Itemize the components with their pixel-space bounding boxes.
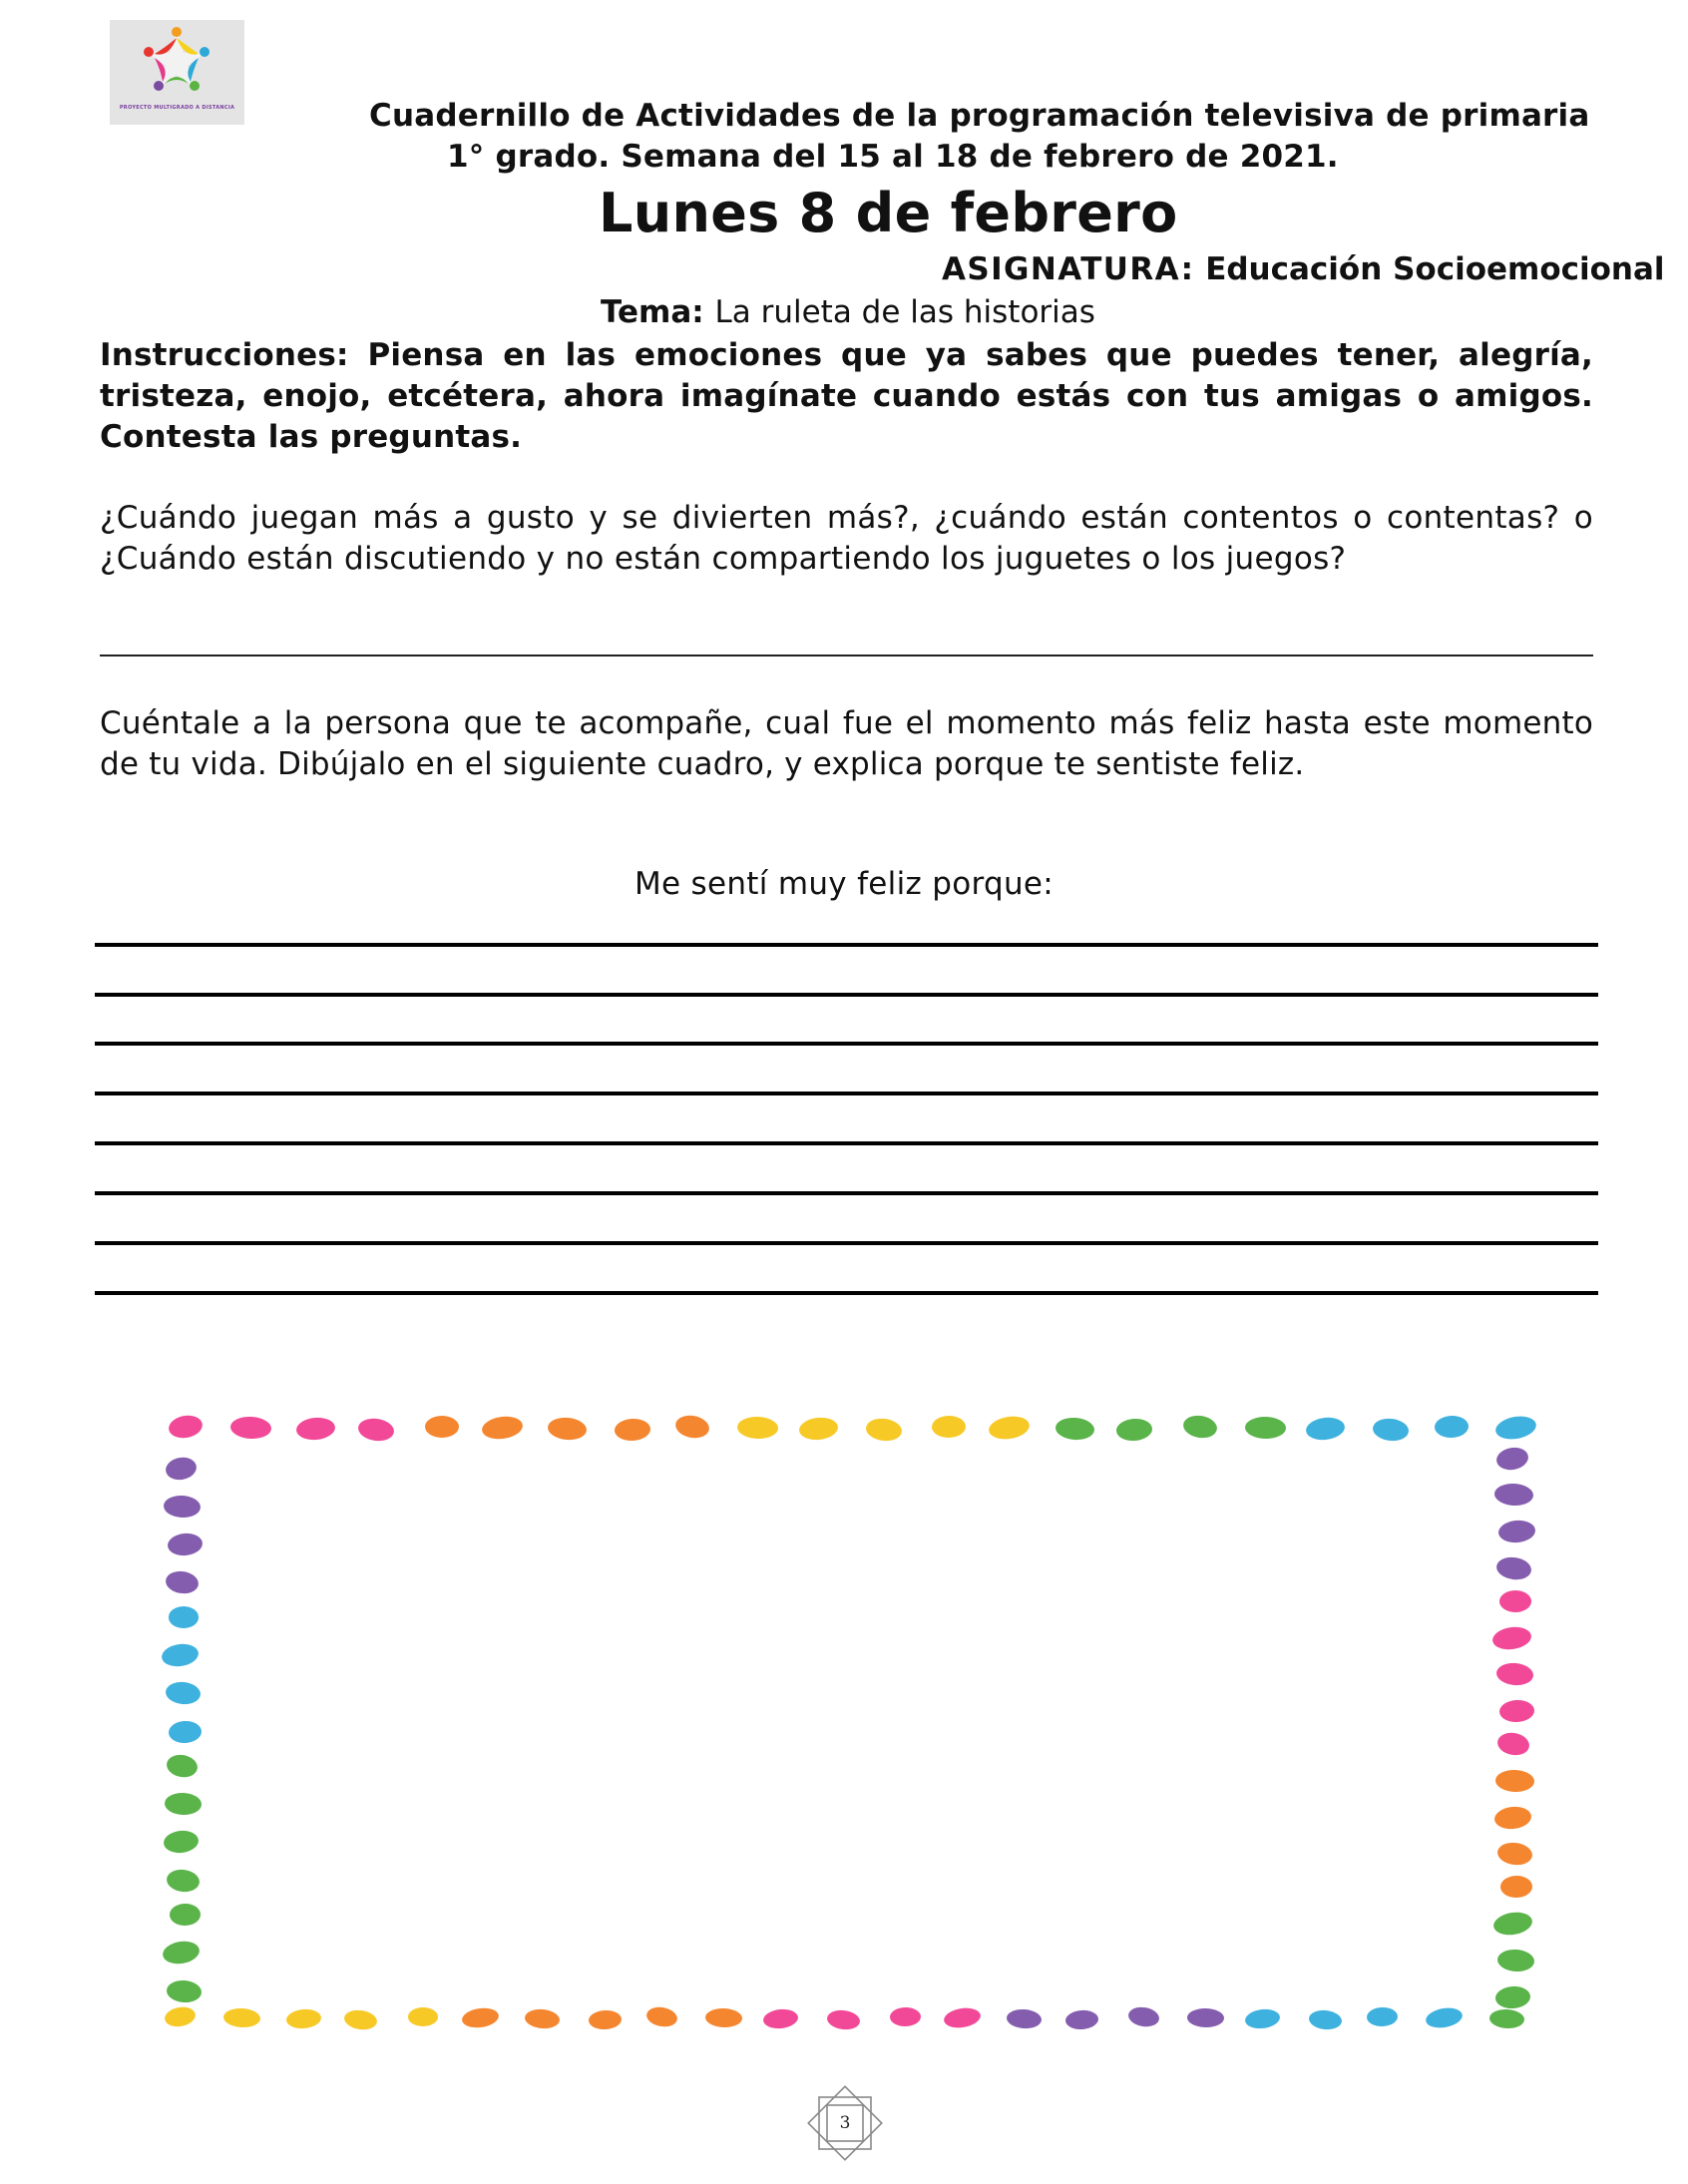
- frame-dot: [168, 1720, 202, 1744]
- frame-dot: [890, 2007, 921, 2027]
- instructions: Instrucciones: Piensa en las emociones que ya sabes que puedes tener, alegría, tristeza, enojo, etcétera, ahora imagínate cuando estás con tus amigas o amigos. Contesta las preguntas.: [100, 337, 1593, 455]
- logo-text: PROYECTO MULTIGRADO A DISTANCIA: [119, 105, 235, 111]
- frame-dot: [1308, 2008, 1343, 2030]
- header-line-2: 1° grado. Semana del 15 al 18 de febrero de 2021.: [447, 139, 1339, 175]
- frame-dot: [864, 1416, 903, 1442]
- frame-dot: [169, 1904, 200, 1927]
- frame-dot: [1491, 1624, 1533, 1651]
- frame-dot: [1493, 1805, 1532, 1831]
- frame-dot: [988, 1413, 1032, 1441]
- frame-dot: [737, 1416, 779, 1439]
- frame-dot: [1496, 1948, 1534, 1972]
- frame-dot: [943, 2005, 983, 2030]
- star-people-logo-icon: [110, 20, 244, 100]
- frame-dot: [932, 1415, 966, 1438]
- frame-dot: [1434, 1415, 1469, 1438]
- frame-dot: [164, 1569, 199, 1595]
- happy-label: Me sentí muy feliz porque:: [633, 866, 1055, 902]
- frame-dot: [169, 1606, 200, 1628]
- writing-line[interactable]: [95, 943, 1598, 947]
- frame-dot: [1187, 2008, 1224, 2028]
- frame-dot: [229, 1415, 271, 1439]
- drawing-area[interactable]: [210, 1452, 1496, 1990]
- subject-value: Educación Socioemocional: [1205, 251, 1665, 287]
- frame-dot: [1007, 2008, 1043, 2029]
- frame-dot: [425, 1416, 459, 1438]
- frame-dot: [826, 2008, 861, 2031]
- frame-dot: [1494, 1483, 1534, 1507]
- frame-dot: [1492, 1910, 1534, 1938]
- frame-dot: [164, 1455, 198, 1482]
- frame-dot: [705, 2007, 743, 2027]
- frame-dot: [1115, 1417, 1153, 1441]
- subject-line: [942, 251, 1665, 287]
- writing-line[interactable]: [95, 1241, 1598, 1245]
- frame-dot: [1425, 2005, 1465, 2030]
- frame-dot: [1497, 1520, 1536, 1544]
- subject-label: ASIGNATURA:: [942, 251, 1195, 287]
- frame-dot: [798, 1416, 839, 1442]
- frame-dot: [674, 1413, 711, 1441]
- day-title: Lunes 8 de febrero: [599, 182, 1178, 244]
- writing-line[interactable]: [95, 1191, 1598, 1195]
- frame-dot: [1495, 1841, 1532, 1867]
- frame-dot: [165, 1752, 199, 1779]
- frame-dot: [166, 1978, 202, 2002]
- frame-dot: [343, 2008, 378, 2031]
- frame-dot: [165, 1792, 203, 1815]
- writing-line[interactable]: [95, 993, 1598, 997]
- frame-dot: [285, 2008, 321, 2030]
- frame-dot: [162, 1830, 199, 1856]
- page-number: 3: [839, 2113, 851, 2133]
- question: ¿Cuándo juegan más a gusto y se divierten más?, ¿cuándo están contentos o contentas? o ¿Cuándo están discutiendo y no están compartiendo los juguetes o los juegos?: [100, 500, 1593, 577]
- topic-label: Tema:: [601, 294, 704, 330]
- frame-dot: [524, 2008, 560, 2030]
- frame-dot: [1488, 2008, 1524, 2029]
- frame-dot: [1498, 1699, 1534, 1723]
- topic-value: La ruleta de las historias: [714, 294, 1095, 330]
- frame-dot: [762, 2007, 799, 2030]
- frame-dot: [165, 1681, 202, 1706]
- topic-line: [601, 294, 1095, 330]
- frame-dot: [408, 2007, 439, 2026]
- frame-dot: [1499, 1590, 1531, 1612]
- frame-dot: [1305, 1415, 1346, 1442]
- frame-dot: [1064, 2009, 1098, 2030]
- frame-dot: [296, 1416, 337, 1441]
- frame-dot: [357, 1416, 396, 1443]
- frame-dot: [588, 2009, 622, 2030]
- frame-dot: [162, 1939, 202, 1966]
- frame-dot: [1244, 2007, 1281, 2030]
- writing-line[interactable]: [95, 1042, 1598, 1046]
- writing-line[interactable]: [95, 1291, 1598, 1295]
- page-badge: [805, 2083, 885, 2163]
- frame-dot: [165, 1868, 200, 1894]
- frame-dot: [1494, 1984, 1530, 2008]
- frame-dot: [1244, 1416, 1286, 1439]
- frame-dot: [547, 1416, 588, 1441]
- frame-dot: [644, 2004, 677, 2028]
- frame-dot: [1181, 1413, 1218, 1440]
- frame-dot: [1367, 2006, 1398, 2026]
- frame-dot: [1495, 1730, 1531, 1757]
- frame-dot: [1372, 1417, 1410, 1443]
- frame-dot: [1494, 1413, 1538, 1442]
- frame-dot: [163, 2004, 196, 2028]
- frame-dot: [480, 1414, 524, 1442]
- drawing-prompt: Cuéntale a la persona que te acompañe, cual fue el momento más feliz hasta este momento de tu vida. Dibújalo en el siguiente cuadro, y explica porque te sentiste feliz.: [100, 705, 1593, 782]
- frame-dot: [167, 1532, 204, 1557]
- frame-dot: [164, 1495, 202, 1519]
- frame-dot: [1494, 1445, 1530, 1472]
- frame-dot: [1495, 1662, 1534, 1687]
- writing-line[interactable]: [95, 1141, 1598, 1145]
- answer-line[interactable]: [100, 655, 1593, 656]
- frame-dot: [1127, 2005, 1160, 2029]
- frame-dot: [1495, 1769, 1535, 1792]
- writing-line[interactable]: [95, 1092, 1598, 1095]
- frame-dot: [222, 2007, 260, 2028]
- frame-dot: [461, 2006, 500, 2030]
- header-line-1: Cuadernillo de Actividades de la programación televisiva de primaria: [369, 98, 1590, 134]
- logo: [110, 20, 244, 125]
- drawing-frame: [150, 1402, 1556, 2040]
- frame-dot: [1055, 1416, 1094, 1441]
- frame-dot: [161, 1641, 201, 1668]
- frame-dot: [1500, 1876, 1533, 1899]
- frame-dot: [167, 1413, 204, 1441]
- frame-dot: [1494, 1555, 1531, 1582]
- frame-dot: [614, 1418, 650, 1442]
